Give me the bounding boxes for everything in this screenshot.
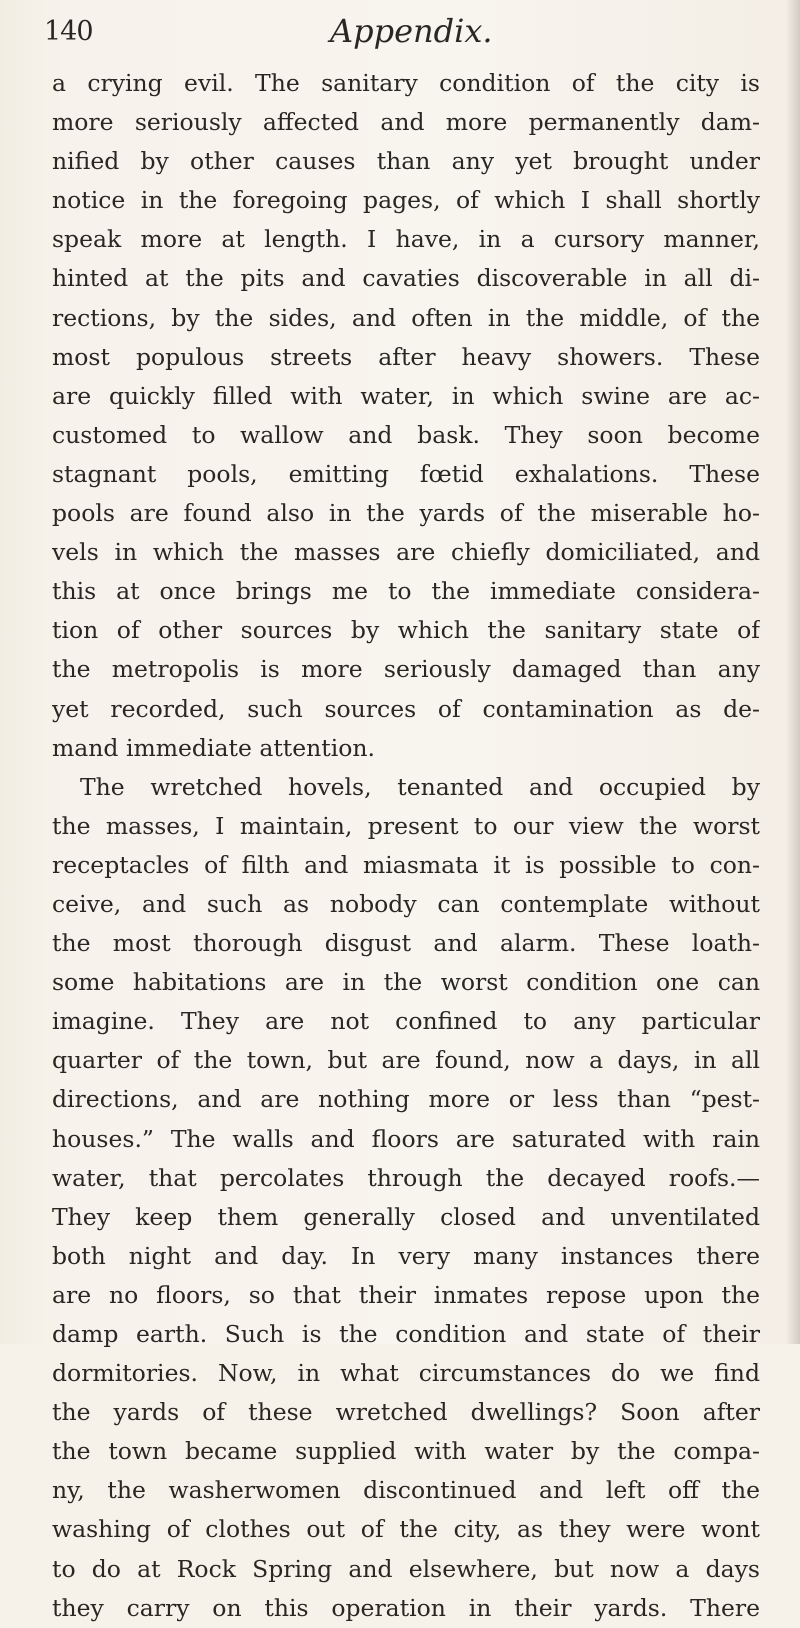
text-line: the town became supplied with water by the compa- <box>52 1437 760 1466</box>
text-line: they carry on this operation in their yards. There <box>52 1593 760 1622</box>
text-line: the most thorough disgust and alarm. These loath- <box>52 929 760 958</box>
text-line: a crying evil. The sanitary condition of the city is <box>52 69 760 97</box>
text-line: The wretched hovels, tenanted and occupied by <box>80 772 760 801</box>
text-line: nified by other causes than any yet brought under <box>52 147 760 176</box>
text-line: speak more at length. I have, in a cursory manner, <box>52 225 760 254</box>
text-line: more seriously affected and more permanently dam- <box>52 108 760 137</box>
text-line: damp earth. Such is the condition and state of their <box>52 1320 760 1348</box>
text-line: quarter of the town, but are found, now a days, in all <box>52 1046 760 1075</box>
text-line: stagnant pools, emitting fœtid exhalations. These <box>52 459 760 488</box>
text-line: to do at Rock Spring and elsewhere, but now a days <box>52 1554 760 1583</box>
text-line: are quickly filled with water, in which swine are ac- <box>52 381 760 410</box>
text-line: some habitations are in the worst condition one can <box>52 968 760 997</box>
text-line: tion of other sources by which the sanitary state of <box>52 616 760 645</box>
text-line: most populous streets after heavy showers. These <box>52 342 760 371</box>
text-line: dormitories. Now, in what circumstances do we find <box>52 1359 760 1388</box>
text-line: ceive, and such as nobody can contemplate without <box>52 889 760 918</box>
text-line: customed to wallow and bask. They soon become <box>52 420 760 449</box>
text-line: ny, the washerwomen discontinued and left off the <box>52 1476 760 1505</box>
page-header <box>40 12 760 56</box>
text-line: water, that percolates through the decayed roofs.— <box>52 1163 760 1192</box>
text-line: imagine. They are not confined to any particular <box>52 1007 760 1036</box>
text-line: the yards of these wretched dwellings? Soon after <box>52 1398 760 1427</box>
page-edge-shadow <box>786 0 800 1344</box>
running-head: Appendix. <box>330 12 493 50</box>
text-line: mand immediate attention. <box>52 733 375 762</box>
text-line: directions, and are nothing more or less than “pest- <box>52 1085 760 1114</box>
text-line: They keep them generally closed and unventilated <box>52 1202 760 1231</box>
text-line: both night and day. In very many instances there <box>52 1241 760 1270</box>
text-line: notice in the foregoing pages, of which I shall shortly <box>52 186 760 215</box>
text-line: the masses, I maintain, present to our view the worst <box>52 811 760 840</box>
text-line: this at once brings me to the immediate considera- <box>52 577 760 606</box>
text-line: washing of clothes out of the city, as they were wont <box>52 1515 760 1544</box>
text-line: are no floors, so that their inmates repose upon the <box>52 1280 760 1309</box>
text-line: pools are found also in the yards of the miserable ho- <box>52 499 760 528</box>
text-line: the metropolis is more seriously damaged than any <box>52 655 760 684</box>
text-line: hinted at the pits and cavaties discoverable in all di- <box>52 264 760 293</box>
text-line: vels in which the masses are chiefly domiciliated, and <box>52 538 760 567</box>
text-line: yet recorded, such sources of contamination as de- <box>52 694 760 723</box>
body-text <box>52 64 760 1628</box>
text-line: receptacles of filth and miasmata it is possible to con- <box>52 850 760 879</box>
text-line: rections, by the sides, and often in the middle, of the <box>52 303 760 332</box>
page-number: 140 <box>44 16 93 47</box>
text-line: houses.” The walls and floors are saturated with rain <box>52 1124 760 1153</box>
